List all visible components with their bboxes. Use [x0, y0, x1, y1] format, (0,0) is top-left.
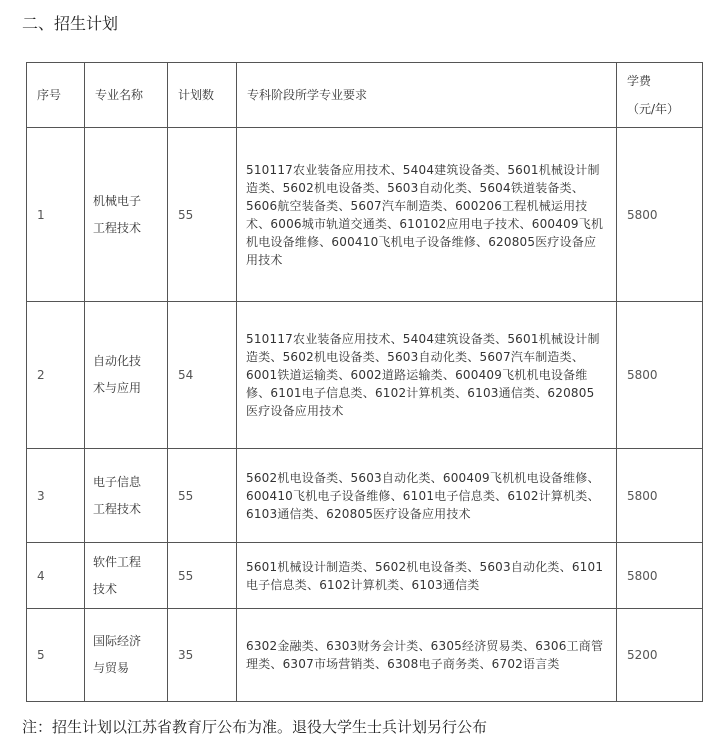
row-major-line1: 机械电子 [93, 193, 142, 208]
row-fee: 5200 [627, 648, 658, 662]
row-major-line2: 技术 [93, 581, 118, 596]
enrollment-plan-table [26, 62, 703, 702]
row-fee: 5800 [627, 207, 658, 222]
row-major-line2: 术与应用 [93, 381, 142, 395]
row-seq: 5 [37, 648, 45, 662]
table-row [27, 128, 703, 302]
row-plan: 35 [178, 648, 194, 662]
header-requirement: 专科阶段所学专业要求 [237, 63, 617, 128]
table-row [27, 609, 703, 702]
row-seq: 1 [37, 207, 45, 222]
row-seq: 2 [37, 368, 45, 382]
row-major-line2: 工程技术 [93, 501, 142, 516]
table-header-row [27, 63, 703, 128]
row-major-line1: 国际经济 [93, 634, 142, 648]
table-row [27, 543, 703, 609]
table-row [27, 302, 703, 449]
header-fee-line2: （元/年） [627, 102, 680, 116]
row-plan: 55 [178, 207, 194, 222]
row-requirement: 5601机械设计制造类、5602机电设备类、5603自动化类、6101电子信息类、6102计算机类、6103通信类 [237, 543, 617, 609]
header-fee [617, 63, 703, 128]
row-requirement: 510117农业装备应用技术、5404建筑设备类、5601机械设计制造类、5602机电设备类、5603自动化类、5604铁道装备类、5606航空装备类、5607汽车制造类、600206工程机械运用技术、6006城市轨道交通类、610102应用电子技术、600409飞机机电设备维修、600410飞机电子设备维修、620805医疗设备应用技术 [237, 128, 617, 302]
header-fee-line1: 学费 [627, 74, 652, 88]
row-plan: 54 [178, 368, 194, 382]
row-seq: 3 [37, 488, 45, 503]
row-requirement: 510117农业装备应用技术、5404建筑设备类、5601机械设计制造类、5602机电设备类、5603自动化类、5607汽车制造类、6001铁道运输类、6002道路运输类、600409飞机机电设备维修、6101电子信息类、6102计算机类、6103通信类、620805医疗设备应用技术 [237, 302, 617, 449]
table-row [27, 449, 703, 543]
row-seq: 4 [37, 568, 45, 583]
row-plan: 55 [178, 488, 194, 503]
row-requirement: 6302金融类、6303财务会计类、6305经济贸易类、6306工商管理类、6307市场营销类、6308电子商务类、6702语言类 [237, 609, 617, 702]
footnote: 注：招生计划以江苏省教育厅公布为准。退役大学生士兵计划另行公布 [22, 718, 488, 736]
row-major-line2: 工程技术 [93, 220, 142, 235]
section-title: 二、招生计划 [22, 14, 119, 33]
row-fee: 5800 [627, 488, 658, 503]
row-fee: 5800 [627, 368, 658, 382]
row-fee: 5800 [627, 568, 658, 583]
row-requirement: 5602机电设备类、5603自动化类、600409飞机机电设备维修、600410飞机电子设备维修、6101电子信息类、6102计算机类、6103通信类、620805医疗设备应用技术 [237, 449, 617, 543]
header-seq: 序号 [27, 63, 85, 128]
row-major-line2: 与贸易 [93, 661, 130, 675]
row-major-line1: 软件工程 [93, 554, 142, 569]
row-major-line1: 自动化技 [93, 354, 142, 368]
row-plan: 55 [178, 568, 194, 583]
header-plan: 计划数 [168, 63, 237, 128]
row-major-line1: 电子信息 [93, 474, 142, 489]
header-major: 专业名称 [85, 63, 168, 128]
